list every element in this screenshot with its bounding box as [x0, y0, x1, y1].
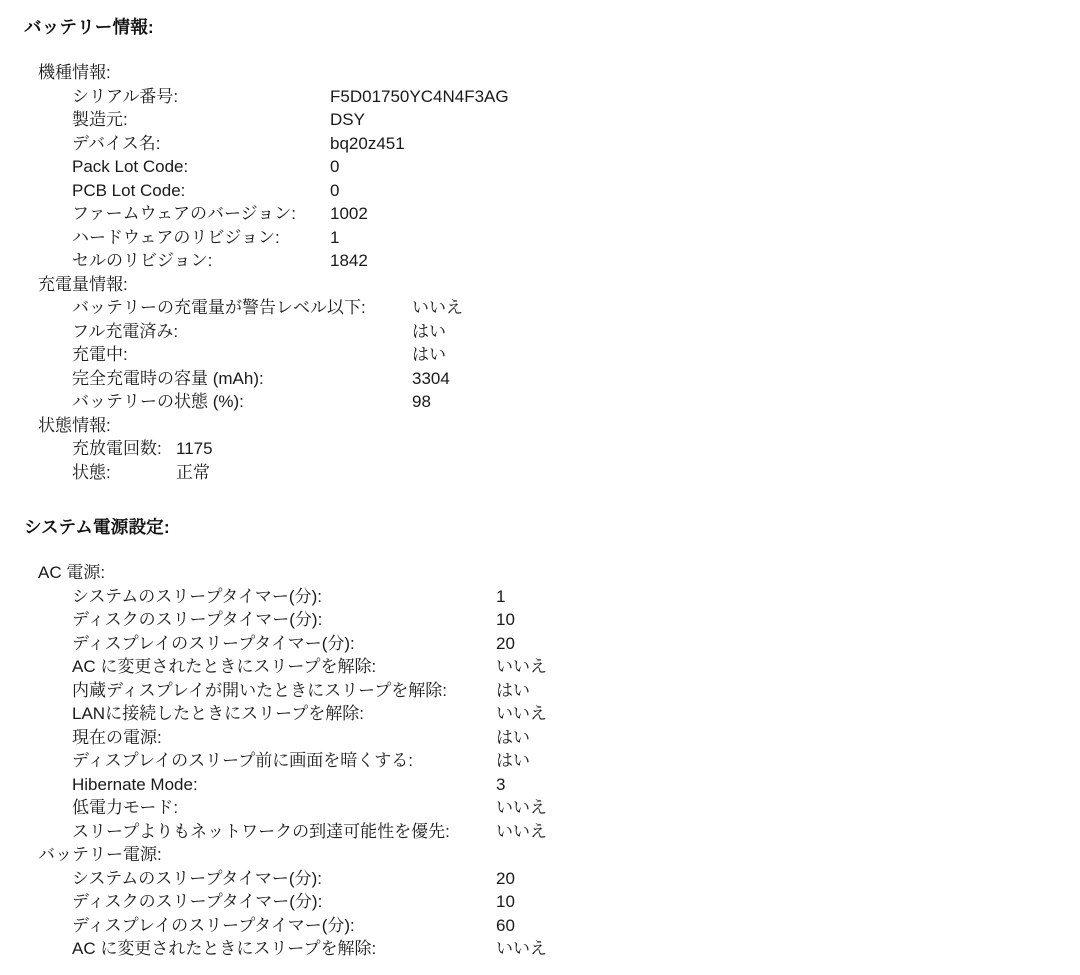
row-value: いいえ: [496, 821, 547, 841]
info-row: [72, 608, 1080, 632]
info-row: [72, 461, 1080, 485]
row-key: 充電中:: [72, 345, 128, 364]
info-row: [72, 796, 1080, 820]
row-value: 98: [412, 392, 431, 411]
row-value: 60: [496, 915, 515, 935]
row-key: ハードウェアのリビジョン:: [72, 227, 280, 247]
info-row: [72, 179, 1080, 203]
battery-model-group: [38, 61, 1080, 273]
info-row: [72, 85, 1080, 109]
row-key: Hibernate Mode:: [72, 774, 198, 794]
info-row: [72, 367, 1080, 391]
info-row: [72, 390, 1080, 414]
info-row: [72, 679, 1080, 703]
row-value: いいえ: [496, 798, 547, 817]
row-key: AC に変更されたときにスリープを解除:: [72, 657, 377, 676]
row-key: システムのスリープタイマー(分):: [72, 868, 322, 888]
info-row: [72, 867, 1080, 891]
row-key: PCB Lot Code:: [72, 180, 186, 200]
info-row: [72, 702, 1080, 726]
row-key: 状態:: [72, 462, 111, 482]
info-row: [72, 914, 1080, 938]
battery-power-group: [38, 843, 1080, 961]
info-row: [72, 202, 1080, 226]
row-value: 1002: [330, 204, 368, 223]
row-key: バッテリーの状態 (%):: [72, 392, 244, 411]
group-label: AC 電源:: [38, 563, 106, 582]
group-label: 状態情報:: [38, 415, 111, 435]
row-key: LANに接続したときにスリープを解除:: [72, 704, 364, 723]
power-section-title: システム電源設定:: [24, 517, 170, 537]
row-value: 20: [496, 633, 515, 653]
row-value: はい: [496, 727, 530, 747]
row-key: Pack Lot Code:: [72, 157, 189, 176]
row-key: 完全充電時の容量 (mAh):: [72, 368, 264, 388]
row-value: 20: [496, 868, 515, 888]
info-row: [72, 155, 1080, 179]
info-row: [72, 108, 1080, 132]
spacer: [0, 39, 1080, 61]
row-key: 製造元:: [72, 110, 128, 129]
info-row: [72, 655, 1080, 679]
row-key: 内蔵ディスプレイが開いたときにスリープを解除:: [72, 680, 447, 700]
battery-section-title: バッテリー情報:: [24, 17, 154, 37]
row-value: 0: [330, 180, 340, 200]
battery-charge-group: [38, 273, 1080, 414]
battery-model-rows: [72, 85, 1080, 273]
info-row: [72, 437, 1080, 461]
info-row: [72, 226, 1080, 250]
row-value: bq20z451: [330, 133, 405, 153]
row-key: ディスプレイのスリープタイマー(分):: [72, 915, 355, 935]
row-key: デバイス名:: [72, 133, 161, 153]
row-value: 0: [330, 157, 340, 176]
row-key: セルのリビジョン:: [72, 251, 213, 270]
row-value: 10: [496, 610, 515, 629]
info-row: [72, 585, 1080, 609]
row-key: バッテリーの充電量が警告レベル以下:: [72, 298, 366, 317]
row-value: 1: [496, 586, 506, 606]
ac-power-group: [38, 561, 1080, 843]
row-key: 現在の電源:: [72, 727, 162, 747]
row-value: 1842: [330, 251, 368, 270]
system-power-settings-section: [0, 514, 1080, 961]
battery-health-rows: [72, 437, 1080, 484]
row-key: AC に変更されたときにスリープを解除:: [72, 939, 377, 958]
row-key: ディスクのスリープタイマー(分):: [72, 892, 323, 911]
row-value: はい: [496, 680, 530, 700]
row-key: シリアル番号:: [72, 86, 179, 106]
row-key: 低電力モード:: [72, 798, 179, 817]
row-key: システムのスリープタイマー(分):: [72, 586, 322, 606]
row-key: ファームウェアのバージョン:: [72, 204, 297, 223]
spacer: [0, 539, 1080, 561]
row-key: ディスクのスリープタイマー(分):: [72, 610, 323, 629]
row-value: 3: [496, 774, 506, 794]
info-row: [72, 132, 1080, 156]
row-value: 10: [496, 892, 515, 911]
row-value: はい: [496, 751, 530, 770]
battery-charge-rows: [72, 296, 1080, 414]
row-key: フル充電済み:: [72, 321, 179, 341]
row-key: ディスプレイのスリープ前に画面を暗くする:: [72, 751, 413, 770]
battery-health-group: [38, 414, 1080, 485]
row-value: はい: [412, 321, 446, 341]
row-value: 1175: [176, 439, 213, 458]
info-row: [72, 343, 1080, 367]
group-label: バッテリー電源:: [38, 845, 162, 864]
row-value: いいえ: [496, 657, 547, 676]
info-row: [72, 249, 1080, 273]
ac-power-rows: [72, 585, 1080, 844]
row-key: ディスプレイのスリープタイマー(分):: [72, 633, 355, 653]
row-value: いいえ: [412, 298, 463, 317]
battery-information-section: [0, 14, 1080, 484]
info-row: [72, 820, 1080, 844]
info-row: [72, 937, 1080, 961]
row-key: 充放電回数:: [72, 439, 162, 458]
row-value: 1: [330, 227, 340, 247]
info-row: [72, 632, 1080, 656]
row-value: 正常: [176, 462, 210, 482]
info-row: [72, 320, 1080, 344]
row-value: F5D01750YC4N4F3AG: [330, 86, 509, 106]
info-row: [72, 749, 1080, 773]
info-row: [72, 773, 1080, 797]
spacer: [0, 484, 1080, 514]
row-value: はい: [412, 345, 446, 364]
info-row: [72, 726, 1080, 750]
battery-power-rows: [72, 867, 1080, 961]
info-row: [72, 890, 1080, 914]
row-value: DSY: [330, 110, 365, 129]
row-value: 3304: [412, 368, 450, 388]
row-value: いいえ: [496, 704, 547, 723]
row-key: スリープよりもネットワークの到達可能性を優先:: [72, 821, 450, 841]
group-label: 充電量情報:: [38, 274, 128, 294]
group-label: 機種情報:: [38, 63, 111, 82]
row-value: いいえ: [496, 939, 547, 958]
info-row: [72, 296, 1080, 320]
